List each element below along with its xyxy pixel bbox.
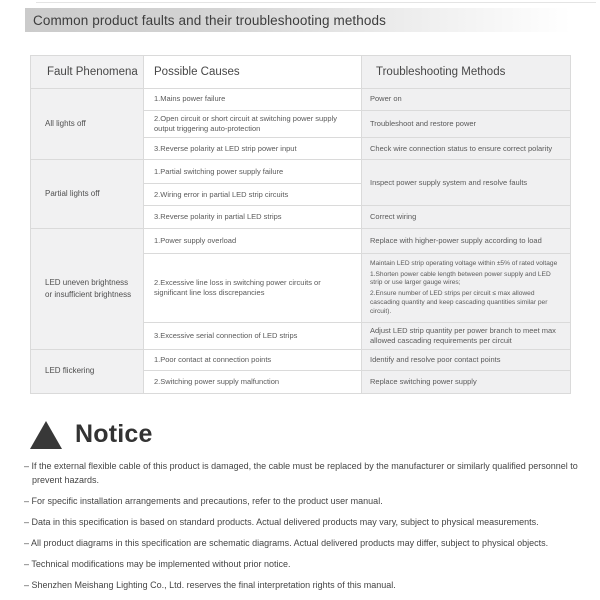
section-title-bar bbox=[25, 8, 571, 32]
top-divider bbox=[36, 2, 596, 3]
column-header-troubleshooting-methods: Troubleshooting Methods bbox=[362, 56, 571, 89]
fault-phenomenon-cell: LED flickering bbox=[31, 349, 144, 393]
notice-item: – Data in this specification is based on standard products. Actual delivered products may vary, subject to physical measurements. bbox=[24, 517, 539, 527]
cause-cell: 1.Power supply overload bbox=[144, 229, 362, 254]
notice-item: – Technical modifications may be implemented without prior notice. bbox=[24, 559, 291, 569]
table-row bbox=[31, 160, 571, 184]
fault-phenomenon-cell: LED uneven brightness or insufficient brightness bbox=[31, 229, 144, 350]
method-cell: Identify and resolve poor contact points bbox=[362, 349, 571, 370]
column-header-possible-causes: Possible Causes bbox=[144, 56, 362, 89]
cause-cell: 2.Excessive line loss in switching power circuits or significant line loss discrepancies bbox=[144, 254, 362, 322]
column-header-fault-phenomena: Fault Phenomena bbox=[31, 56, 144, 89]
table-row bbox=[31, 89, 571, 111]
method-cell: Check wire connection status to ensure correct polarity bbox=[362, 138, 571, 160]
method-line: Maintain LED strip operating voltage within ±5% of rated voltage bbox=[370, 259, 558, 267]
method-cell bbox=[362, 254, 571, 322]
method-cell: Replace with higher-power supply according to load bbox=[362, 229, 571, 254]
fault-phenomenon-cell: Partial lights off bbox=[31, 160, 144, 229]
fault-phenomenon-cell: All lights off bbox=[31, 89, 144, 160]
warning-triangle-icon bbox=[30, 421, 62, 449]
notice-item: – For specific installation arrangements and precautions, refer to the product user manual. bbox=[24, 496, 383, 506]
method-cell: Correct wiring bbox=[362, 206, 571, 229]
notice-item: – Shenzhen Meishang Lighting Co., Ltd. reserves the final interpretation rights of this manual. bbox=[24, 580, 396, 590]
cause-cell: 3.Excessive serial connection of LED strips bbox=[144, 322, 362, 349]
table-row bbox=[31, 349, 571, 370]
method-cell: Replace switching power supply bbox=[362, 370, 571, 393]
table-row bbox=[31, 229, 571, 254]
notice-item: – All product diagrams in this specification are schematic diagrams. Actual delivered products may differ, subject to physical objects. bbox=[24, 538, 549, 548]
notice-title: Notice bbox=[75, 420, 153, 448]
cause-cell: 2.Wiring error in partial LED strip circuits bbox=[144, 184, 362, 206]
section-title: Common product faults and their troubleshooting methods bbox=[33, 12, 386, 28]
cause-cell: 3.Reverse polarity in partial LED strips bbox=[144, 206, 362, 229]
cause-cell: 3.Reverse polarity at LED strip power input bbox=[144, 138, 362, 160]
table-header-row bbox=[31, 56, 571, 89]
cause-cell: 1.Mains power failure bbox=[144, 89, 362, 111]
method-cell: Power on bbox=[362, 89, 571, 111]
cause-cell: 1.Partial switching power supply failure bbox=[144, 160, 362, 184]
notice-header bbox=[30, 420, 153, 449]
method-cell: Adjust LED strip quantity per power branch to meet max allowed cascading requirements per circuit bbox=[362, 322, 571, 349]
method-cell: Inspect power supply system and resolve faults bbox=[362, 160, 571, 206]
method-cell: Troubleshoot and restore power bbox=[362, 111, 571, 138]
method-line: 2.Ensure number of LED strips per circuit ≤ max allowed cascading quantity and keep cascading quantities similar per circuit). bbox=[370, 290, 548, 315]
cause-cell: 2.Open circuit or short circuit at switching power supply output triggering auto-protection bbox=[144, 111, 362, 138]
notice-item: – If the external flexible cable of this product is damaged, the cable must be replaced by the manufacturer or similarly qualified personnel to prevent hazards. bbox=[24, 461, 578, 485]
faults-table bbox=[30, 55, 571, 394]
method-line: 1.Shorten power cable length between power supply and LED strip or use larger gauge wires; bbox=[370, 270, 551, 287]
notice-list bbox=[24, 459, 582, 599]
cause-cell: 1.Poor contact at connection points bbox=[144, 349, 362, 370]
cause-cell: 2.Switching power supply malfunction bbox=[144, 370, 362, 393]
